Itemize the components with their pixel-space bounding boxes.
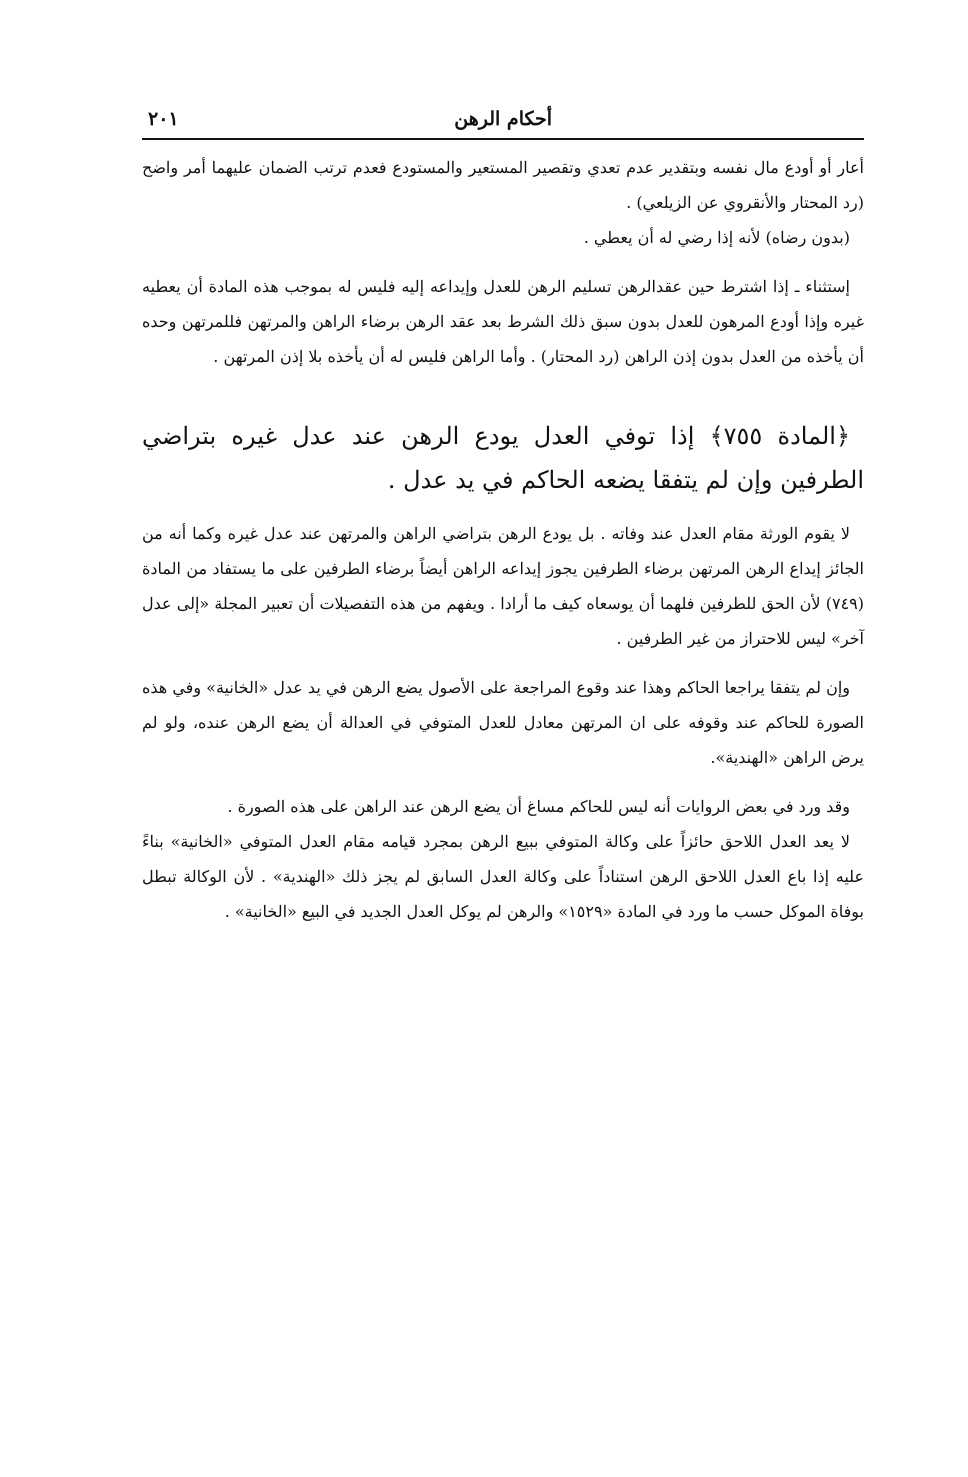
page-body — [142, 150, 864, 929]
running-title: أحكام الرهن — [454, 108, 552, 130]
explanation-paragraph: وإن لم يتفقا يراجعا الحاكم وهذا عند وقوع المراجعة على الأصول يضع الرهن في يد عدل «الخانية» وفي هذه الصورة للحاكم عند وقوفه على ان المرتهن معادل للعدل المتوفي في العدالة أن يضع الرهن عنده، ولو لم يرض الراهن «الهندية». — [142, 678, 865, 767]
explanation-paragraph: لا يقوم الورثة مقام العدل عند وفاته . بل يودع الرهن بتراضي الراهن والمرتهن عند عدل غيره وكما أنه من الجائز إيداع الرهن المرتهن برضاء الطرفين يجوز إيداعه الراهن أيضاً برضاء الطرفين على ما يستفاد من المادة (٧٤٩) لأن الحق للطرفين فلهما أن يوسعاه كيف ما أرادا . ويفهم من هذه التفصيلات أن تعبير المجلة «إلى عدل آخر» ليس للاحتراز من غير الطرفين . — [142, 524, 865, 648]
explanation-paragraph: وقد ورد في بعض الروايات أنه ليس للحاكم مساغ أن يضع الرهن عند الراهن على هذه الصورة . — [227, 797, 850, 816]
page-header — [142, 104, 864, 140]
exception-paragraph: إستثناء ـ إذا اشترط حين عقدالرهن تسليم الرهن للعدل وإيداعه إليه فليس له بموجب هذه المادة أن يعطيه غيره وإذا أودع المرهون للعدل بدون سبق ذلك الشرط بعد عقد الرهن برضاء الراهن والمرتهن فللمرتهن وحده أن يأخذه من العدل بدون إذن الراهن (رد المحتار) . وأما الراهن فليس له أن يأخذه بلا إذن المرتهن . — [142, 277, 864, 366]
parenthetical-note: (بدون رضاه) لأنه إذا رضي له أن يعطي . — [583, 228, 850, 247]
article-heading: ﴿المادة ٧٥٥﴾ إذا توفي العدل يودع الرهن عند عدل غيره بتراضي الطرفين وإن لم يتفقا يضعه الحاكم في يد عدل . — [142, 422, 864, 494]
continued-paragraph: أعار أو أودع مال نفسه وبتقدير عدم تعدي وتقصير المستعير والمستودع فعدم ترتب الضمان عليهما أمر واضح (رد المحتار والأنقروي عن الزيلعي) . — [142, 158, 864, 212]
page-number: ٢٠١ — [148, 108, 179, 130]
explanation-paragraph: لا يعد العدل اللاحق حائزاً على وكالة المتوفي ببيع الرهن بمجرد قيامه مقام العدل المتوفي «الخانية» بناءً عليه إذا باع العدل اللاحق الرهن استناداً على وكالة العدل السابق لم يجز ذلك «الهندية» . لأن الوكالة تبطل بوفاة الموكل حسب ما ورد في المادة «١٥٢٩» والرهن لم يوكل العدل الجديد في البيع «الخانية» . — [142, 832, 864, 921]
